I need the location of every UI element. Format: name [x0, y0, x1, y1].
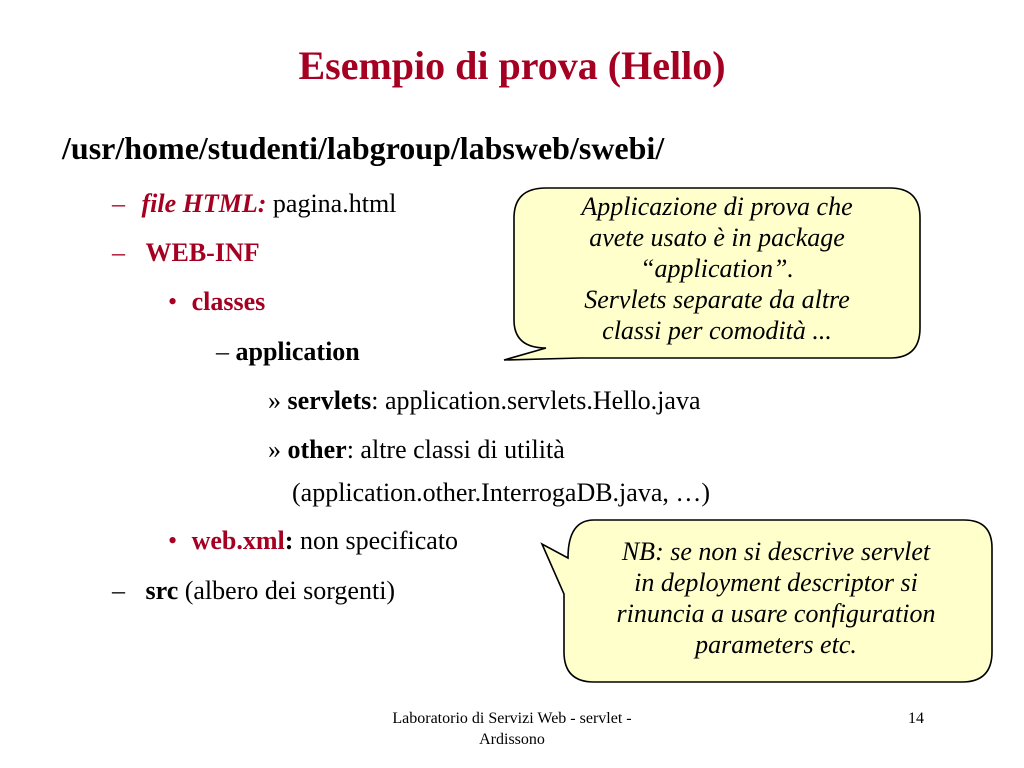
list-item-web-inf: [112, 236, 260, 270]
callout-text-nb: [566, 536, 986, 660]
other-value: : altre classi di utilità: [346, 435, 565, 464]
callout-line: “application”.: [640, 254, 794, 283]
slide-title: Esempio di prova (Hello): [298, 43, 726, 88]
callout-line: parameters etc.: [695, 630, 857, 659]
list-item-application: [216, 335, 360, 369]
callout-line: Servlets separate da altre: [584, 285, 850, 314]
callout-text-application: [514, 191, 920, 346]
callout-line: classi per comodità ...: [602, 316, 832, 345]
other-label: other: [287, 435, 347, 464]
callout-line: avete usato è in package: [589, 223, 845, 252]
file-html-value: pagina.html: [272, 189, 397, 218]
web-inf-label: WEB-INF: [145, 238, 260, 267]
dash-bullet: –: [216, 337, 229, 366]
guillemet-bullet: »: [268, 386, 281, 415]
callout-line: NB: se non si descrive servlet: [621, 537, 931, 566]
list-item-web-xml: [168, 524, 458, 558]
servlets-label: servlets: [287, 386, 372, 415]
page-number: 14: [908, 710, 924, 727]
src-value: (albero dei sorgenti): [184, 576, 396, 605]
slide-footer: [352, 708, 672, 750]
src-label: src: [145, 576, 179, 605]
other-continuation: (application.other.InterrogaDB.java, …): [292, 478, 711, 507]
callout-line: Applicazione di prova che: [581, 192, 853, 221]
classes-label: classes: [191, 287, 266, 316]
dash-bullet: –: [112, 238, 125, 267]
callout-line: in deployment descriptor si: [634, 568, 918, 597]
directory-path: /usr/home/studenti/labgroup/labsweb/swebi/: [62, 130, 665, 166]
list-item-servlets: [268, 384, 700, 418]
dash-bullet: –: [112, 189, 125, 218]
web-xml-label: web.xml: [191, 526, 285, 555]
footer-line: Ardissono: [479, 731, 545, 748]
round-bullet: •: [168, 526, 178, 555]
file-html-label: file HTML:: [141, 189, 267, 218]
footer-line: Laboratorio di Servizi Web - servlet -: [392, 710, 632, 727]
round-bullet: •: [168, 287, 178, 316]
guillemet-bullet: »: [268, 435, 281, 464]
web-xml-colon: :: [284, 526, 294, 555]
callout-line: rinuncia a usare configuration: [616, 599, 936, 628]
list-item-classes: [168, 285, 265, 319]
dash-bullet: –: [112, 576, 125, 605]
application-label: application: [235, 337, 360, 366]
servlets-value: : application.servlets.Hello.java: [371, 386, 701, 415]
list-item-file-html: [112, 187, 396, 221]
list-item-src: [112, 574, 395, 608]
list-item-other: [268, 433, 565, 467]
web-xml-value: non specificato: [299, 526, 459, 555]
